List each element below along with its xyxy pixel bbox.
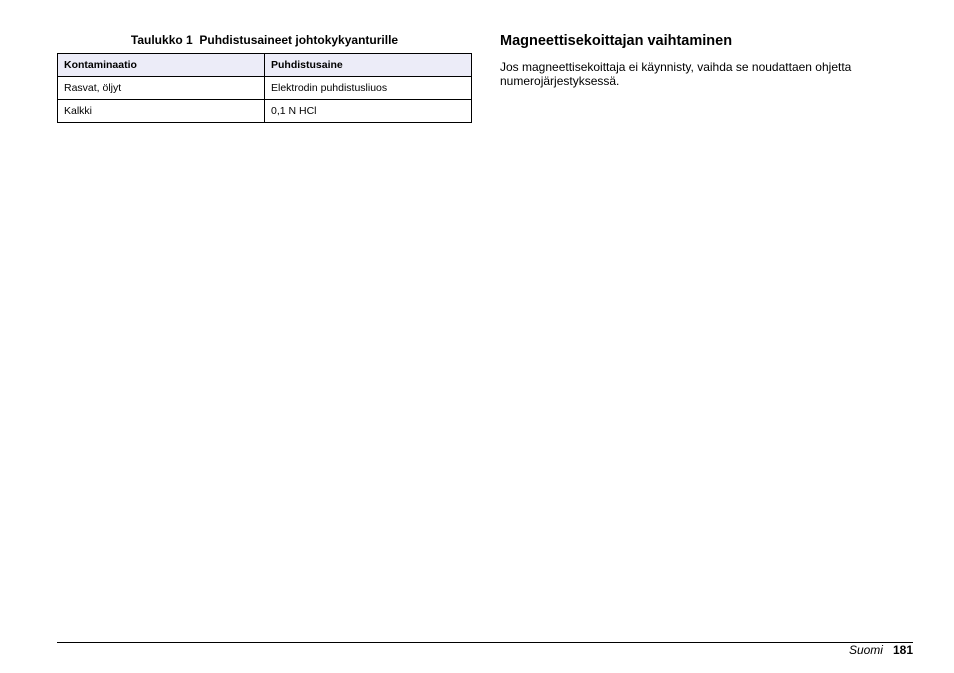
cell-contamination: Kalkki	[58, 100, 265, 123]
page-number: 181	[892, 643, 913, 657]
table-header-row	[58, 54, 472, 77]
header-contamination: Kontaminaatio	[58, 54, 265, 77]
section-body: Jos magneettisekoittaja ei käynnisty, vaihda se noudattaen ohjetta numerojärjestyksessä.	[500, 60, 852, 88]
section-title: Magneettisekoittajan vaihtaminen	[500, 33, 733, 49]
cell-cleaning-agent: 0,1 N HCl	[265, 100, 472, 123]
cleaning-agents-table	[57, 53, 472, 123]
footer-divider	[57, 642, 913, 643]
cell-cleaning-agent: Elektrodin puhdistusliuos	[265, 77, 472, 100]
table-row	[58, 100, 472, 123]
header-cleaning-agent: Puhdistusaine	[265, 54, 472, 77]
table-caption: Taulukko 1 Puhdistusaineet johtokykyanturille	[130, 33, 399, 47]
cell-contamination: Rasvat, öljyt	[58, 77, 265, 100]
page-footer	[849, 643, 913, 657]
table-row	[58, 77, 472, 100]
footer-language: Suomi	[848, 643, 883, 657]
